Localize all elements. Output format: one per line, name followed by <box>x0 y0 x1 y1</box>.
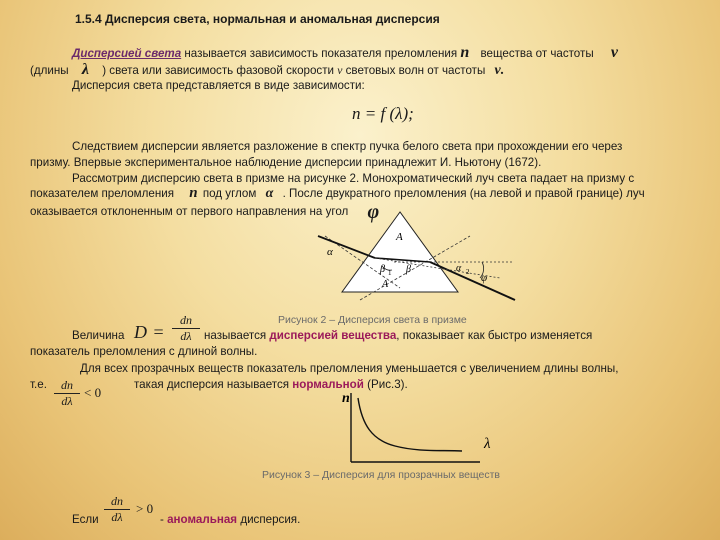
text: . После двукратного преломления (на левой и правой границе) луч <box>282 187 645 200</box>
definition-line-3: Дисперсия света представляется в виде зависимости: <box>72 79 365 92</box>
formula-n-f-lambda: n = f (λ); <box>352 104 414 123</box>
fraction-dn-dlambda-normal <box>54 378 80 409</box>
para4-te: т.е. <box>30 378 47 391</box>
less-than-zero: < 0 <box>84 385 102 400</box>
text: оказывается отклоненным от первого направления на угол <box>30 205 349 218</box>
para2-line-2: призму. Впервые экспериментальное наблюдение дисперсии принадлежит И. Ньютону (1672). <box>30 156 542 169</box>
alpha-2-subscript: 2 <box>466 268 470 276</box>
para4-line-2 <box>134 377 408 392</box>
text: называется <box>204 329 267 342</box>
text: называется зависимость показателя преломления <box>184 47 458 60</box>
para3-line-1 <box>204 328 592 343</box>
text: - <box>160 513 164 526</box>
symbol-n: n <box>189 185 198 201</box>
figure3-caption: Рисунок 3 – Дисперсия для прозрачных веществ <box>262 469 500 481</box>
term-normal: нормальной <box>292 378 364 391</box>
symbol-alpha: α <box>265 186 274 201</box>
denominator: dλ <box>111 510 123 524</box>
beta-1-subscript: 1 <box>388 269 392 277</box>
text: такая дисперсия называется <box>134 378 290 391</box>
equals: = <box>153 322 164 342</box>
text: показателем преломления <box>30 187 174 200</box>
text: (длины <box>30 64 69 77</box>
greater-than-zero: > 0 <box>136 501 154 516</box>
para5-line <box>160 512 300 527</box>
symbol-D <box>134 322 164 342</box>
text: ) света или зависимость фазовой скорости <box>102 64 334 77</box>
beta-label: β <box>380 264 385 275</box>
numerator: dn <box>172 313 200 329</box>
apex-bottom-label: A <box>382 279 389 290</box>
D: D <box>134 322 147 342</box>
symbol-phi: φ <box>367 201 380 223</box>
para2-line-3: Рассмотрим дисперсию света в призме на рисунке 2. Монохроматический луч света падает на призму с <box>72 172 635 185</box>
para2-line-1: Следствием дисперсии является разложение в спектр пучка белого света при прохождении его через <box>72 140 623 153</box>
figure3-y-label: n <box>342 391 350 406</box>
figure3-x-label: λ <box>484 436 491 452</box>
text: (Рис.3). <box>367 378 408 391</box>
figure2-caption: Рисунок 2 – Дисперсия света в призме <box>278 314 467 326</box>
symbol-v: v <box>337 64 343 77</box>
symbol-lambda: λ <box>81 61 89 78</box>
denominator: dλ <box>180 329 192 343</box>
fraction-dn-dlambda-anomalous <box>104 494 130 525</box>
page-title: 1.5.4 Дисперсия света, нормальная и аномальная дисперсия <box>75 12 440 26</box>
apex-angle-label: A <box>396 231 403 243</box>
alpha-label: α <box>327 246 333 258</box>
numerator: dn <box>54 378 80 394</box>
denominator: dλ <box>61 394 73 408</box>
para4-line-1: Для всех прозрачных веществ показатель преломления уменьшается с увеличением длины волны, <box>80 362 619 375</box>
alpha-2-label: α <box>456 263 462 274</box>
text: вещества от частоты <box>480 47 594 60</box>
term-anomalous: аномальная <box>167 513 238 526</box>
para3-line-2: показатель преломления с длиной волны. <box>30 345 258 358</box>
text: дисперсия. <box>240 513 301 526</box>
symbol-n: n <box>460 44 470 61</box>
text: под углом <box>202 187 257 200</box>
text: световых волн от частоты <box>345 64 486 77</box>
symbol-nu-2: ν. <box>494 63 505 78</box>
text: , показывает как быстро изменяется <box>396 329 593 342</box>
term-dispersion: Дисперсией света <box>72 47 182 60</box>
phi-label: φ <box>481 272 488 284</box>
numerator: dn <box>104 494 130 510</box>
dispersion-curve <box>358 398 462 451</box>
term-material-dispersion: дисперсией вещества <box>269 329 397 342</box>
para3-lead: Величина <box>72 329 125 342</box>
symbol-nu: ν <box>610 44 618 61</box>
beta-2-label: β <box>406 264 411 275</box>
para5-if: Если <box>72 513 99 526</box>
fraction-dn-dlambda <box>172 313 200 344</box>
